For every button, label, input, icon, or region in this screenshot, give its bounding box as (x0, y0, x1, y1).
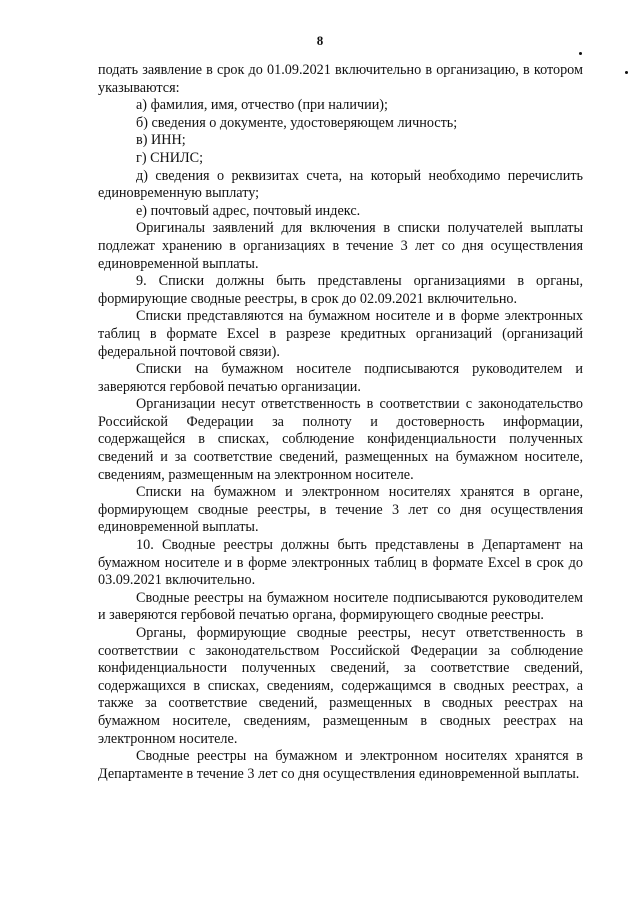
document-body (98, 62, 583, 783)
scan-dot (579, 52, 582, 55)
list-item: б) сведения о документе, удостоверяющем личность; (136, 114, 458, 131)
paragraph: Организации несут ответственность в соответствии с законодательство Российской Федерации за полноту и достоверность информации, содержащейся в списках, соблюдение конфиденциальности полученных сведений и за соответствие сведений, размещенных на бумажном носителе, сведениям, размещенным на электронном носителе. (98, 396, 583, 483)
paragraph: подать заявление в срок до 01.09.2021 включительно в организацию, в котором указываются: (98, 62, 583, 96)
scan-dot (625, 71, 628, 74)
list-item: в) ИНН; (136, 132, 186, 149)
page-number: 8 (316, 33, 324, 48)
paragraph: Списки представляются на бумажном носителе и в форме электронных таблиц в формате Excel в разрезе кредитных организаций (организаций федеральной почтовой связи). (98, 308, 583, 360)
paragraph: Оригиналы заявлений для включения в списки получателей выплаты подлежат хранению в организациях в течение 3 лет со дня осуществления единовременной выплаты. (98, 220, 583, 272)
list-item: а) фамилия, имя, отчество (при наличии); (136, 97, 388, 114)
list-item: д) сведения о реквизитах счета, на который необходимо перечислить единовременную выплату; (98, 167, 583, 202)
paragraph: Сводные реестры на бумажном носителе подписываются руководителем и заверяются гербовой печатью органа, формирующего сводные реестры. (98, 589, 583, 624)
paragraph: 10. Сводные реестры должны быть представлены в Департамент на бумажном носителе и в форме электронных таблиц в формате Excel в срок до 03.09.2021 включительно. (98, 537, 583, 589)
list-item: е) почтовый адрес, почтовый индекс. (136, 202, 361, 219)
paragraph: Сводные реестры на бумажном и электронном носителях хранятся в Департаменте в течение 3 лет со дня осуществления единовременной выплаты. (98, 748, 583, 782)
paragraph: Органы, формирующие сводные реестры, несут ответственность в соответствии с законодательством Российской Федерации за соблюдение конфиденциальности полученных сведений, за соответствие сведений, содержащихся в списках, сведениям, содержащимся в сводных реестрах, а также за соответствие сведений, размещенных в сводных реестрах на бумажном носителе, сведениям, размещенным в сводных реестрах на электронном носителе. (98, 625, 583, 747)
paragraph: Списки на бумажном носителе подписываются руководителем и заверяются гербовой печатью организации. (98, 361, 583, 395)
list-item: г) СНИЛС; (136, 149, 204, 166)
paragraph: 9. Списки должны быть представлены организациями в органы, формирующие сводные реестры, в срок до 02.09.2021 включительно. (98, 273, 583, 307)
paragraph: Списки на бумажном и электронном носителях хранятся в органе, формирующем сводные реестры, в течение 3 лет со дня осуществления единовременной выплаты. (98, 484, 583, 536)
